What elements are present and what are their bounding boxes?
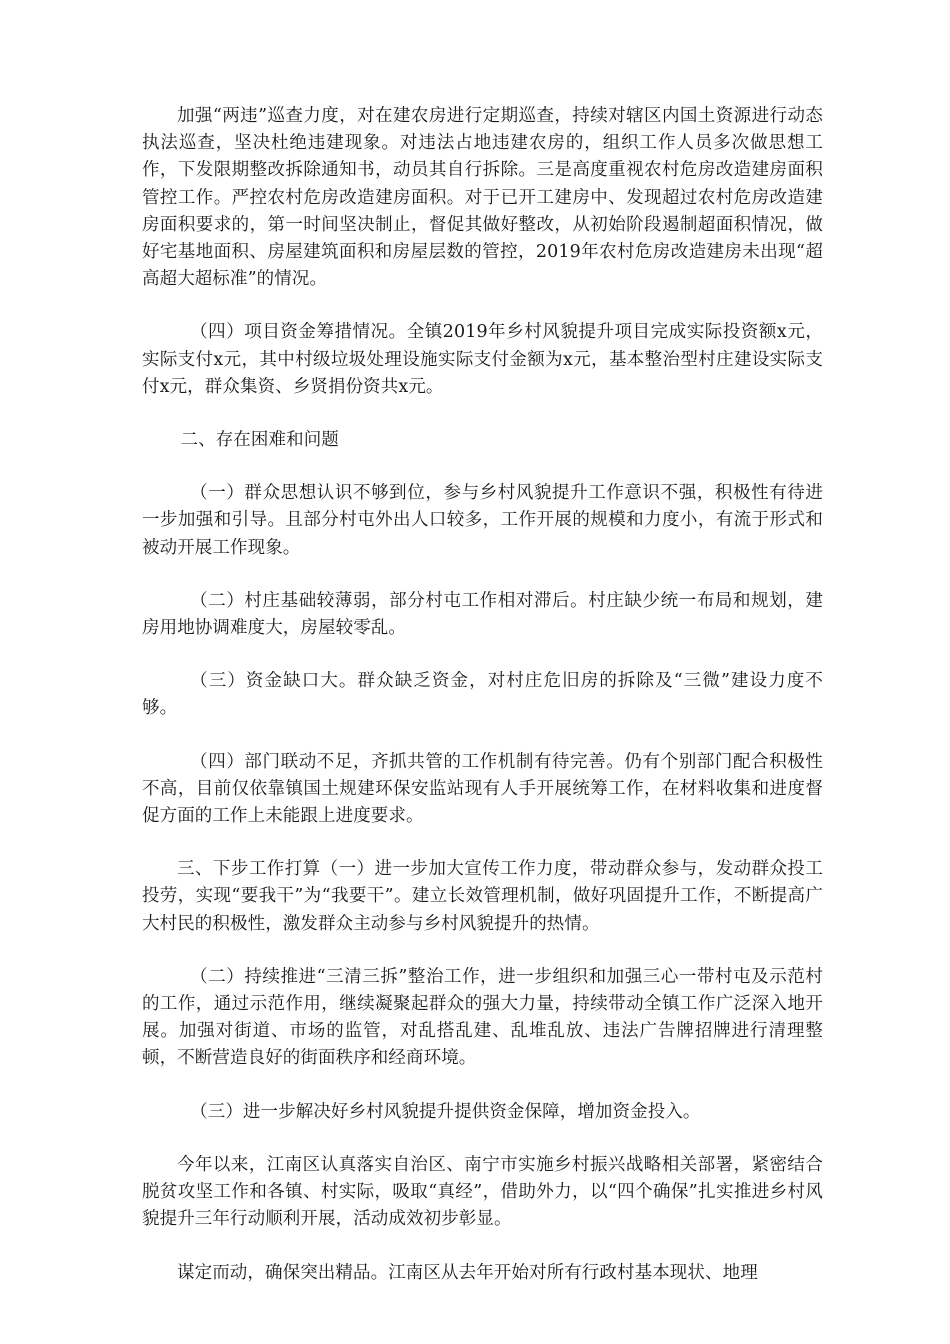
section-heading-difficulties: 二、存在困难和问题 bbox=[180, 430, 339, 451]
document-body bbox=[142, 103, 823, 1313]
paragraph-difficulty-1: （一）群众思想认识不够到位，参与乡村风貌提升工作意识不强，积极性有待进一步加强和引导。且部分村屯外出人口较多，工作开展的规模和力度小，有流于形式和被动开展工作现象。 bbox=[142, 483, 823, 558]
paragraph-planning-truncated: 谋定而动，确保突出精品。江南区从去年开始对所有行政村基本现状、地理 bbox=[177, 1262, 758, 1283]
paragraph-jiangnan-summary: 今年以来，江南区认真落实自治区、南宁市实施乡村振兴战略相关部署，紧密结合脱贫攻坚工作和各镇、村实际，吸取“真经”，借助外力，以“四个确保”扎实推进乡村风貌提升三年行动顺利开展，活动成效初步彰显。 bbox=[142, 1154, 823, 1230]
paragraph-difficulty-3: （三）资金缺口大。群众缺乏资金，对村庄危旧房的拆除及“三微”建设力度不够。 bbox=[142, 671, 823, 719]
paragraph-next-steps-2: （二）持续推进“三清三拆”整治工作，进一步组织和加强三心一带村屯及示范村的工作，通过示范作用，继续凝聚起群众的强大力量，持续带动全镇工作广泛深入地开展。加强对街道、市场的监管，对乱搭乱建、乱堆乱放、违法广告牌招牌进行清理整顿，不断营造良好的街面秩序和经商环境。 bbox=[142, 966, 823, 1069]
paragraph-difficulty-4: （四）部门联动不足，齐抓共管的工作机制有待完善。仍有个别部门配合积极性不高，目前仅依靠镇国土规建环保安监站现有人手开展统筹工作，在材料收集和进度督促方面的工作上未能跟上进度要求。 bbox=[142, 751, 823, 827]
paragraph-difficulty-2: （二）村庄基础较薄弱，部分村屯工作相对滞后。村庄缺少统一布局和规划，建房用地协调难度大，房屋较零乱。 bbox=[142, 590, 823, 639]
paragraph-next-steps-3: （三）进一步解决好乡村风貌提升提供资金保障，增加资金投入。 bbox=[190, 1101, 701, 1122]
paragraph-next-steps-1: 三、下步工作打算（一）进一步加大宣传工作力度，带动群众参与，发动群众投工投劳，实现“要我干”为“我要干”。建立长效管理机制，做好巩固提升工作，不断提高广大村民的积极性，激发群众主动参与乡村风貌提升的热情。 bbox=[142, 859, 823, 934]
paragraph-patrol-control: 加强“两违”巡查力度，对在建农房进行定期巡查，持续对辖区内国土资源进行动态执法巡查，坚决杜绝违建现象。对违法占地违建农房的，组织工作人员多次做思想工作，下发限期整改拆除通知书，动员其自行拆除。三是高度重视农村危房改造建房面积管控工作。严控农村危房改造建房面积。对于已开工建房中、发现超过农村危房改造建房面积要求的，第一时间坚决制止，督促其做好整改，从初始阶段遏制超面积情况，做好宅基地面积、房屋建筑面积和房屋层数的管控，2019年农村危房改造建房未出现“超高超大超标准”的情况。 bbox=[142, 106, 823, 290]
paragraph-project-funding: （四）项目资金筹措情况。全镇2019年乡村风貌提升项目完成实际投资额x元，实际支付x元，其中村级垃圾处理设施实际支付金额为x元，基本整治型村庄建设实际支付x元，群众集资、乡贤捐份资共x元。 bbox=[142, 322, 823, 397]
